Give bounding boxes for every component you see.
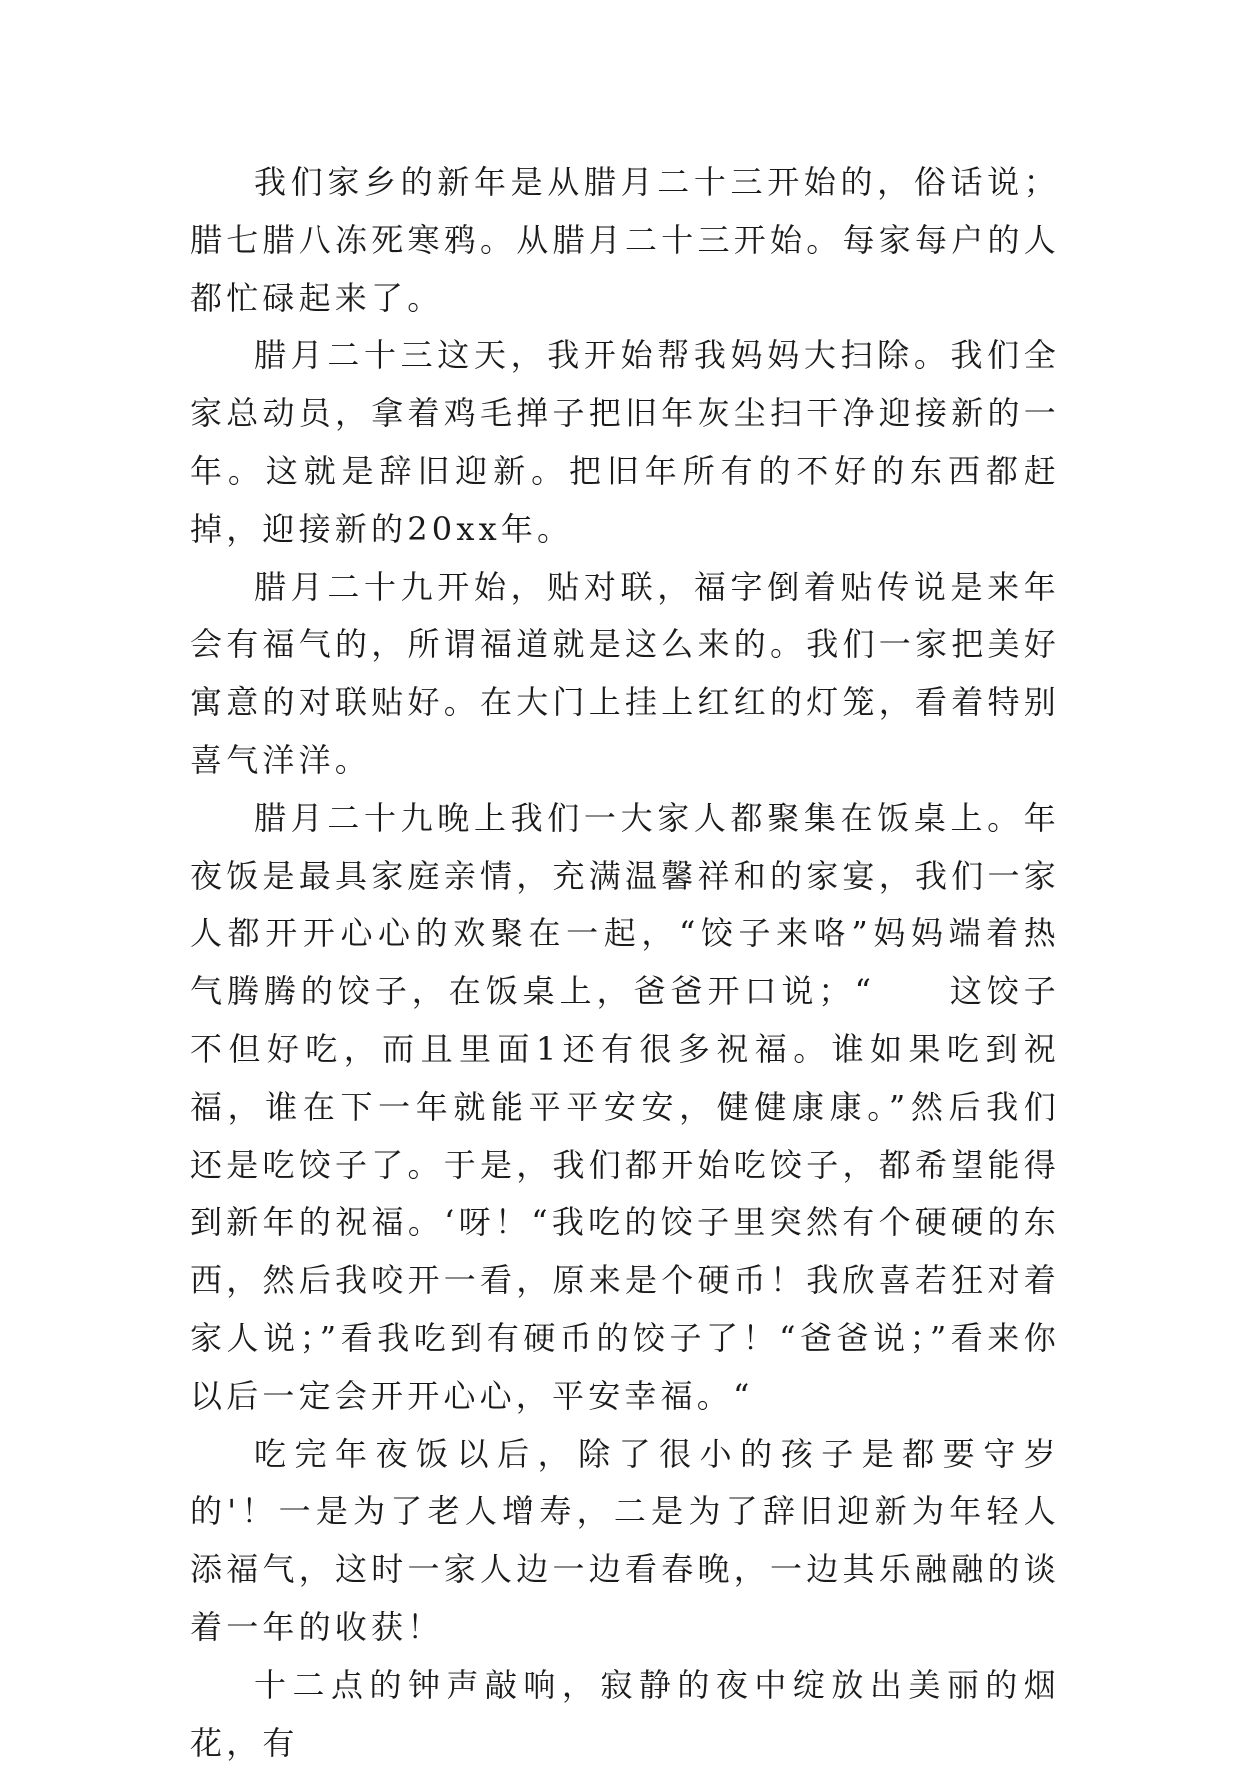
paragraph-5: 吃完年夜饭以后，除了很小的孩子是都要守岁的'！一是为了老人增寿，二是为了辞旧迎新为年轻人添福气，这时一家人边一边看春晚，一边其乐融融的谈着一年的收获！ bbox=[190, 1434, 1060, 1646]
paragraph-3: 腊月二十九开始，贴对联，福字倒着贴传说是来年会有福气的，所谓福道就是这么来的。我们一家把美好寓意的对联贴好。在大门上挂上红红的灯笼，看着特别喜气洋洋。 bbox=[190, 567, 1060, 779]
paragraph-4: 腊月二十九晚上我们一大家人都聚集在饭桌上。年夜饭是最具家庭亲情，充满温馨祥和的家宴，我们一家人都开开心心的欢聚在一起，“饺子来咯”妈妈端着热气腾腾的饺子，在饭桌上，爸爸开口说；“ 这饺子不但好吃，而且里面1还有很多祝福。谁如果吃到祝福，谁在下一年就能平平安安，健健康康。”然后我们还是吃饺子了。于是，我们都开始吃饺子，都希望能得到新年的祝福。‘呀！“我吃的饺子里突然有个硬硬的东西，然后我咬开一看，原来是个硬币！我欣喜若狂对着家人说；”看我吃到有硬币的饺子了！“爸爸说；”看来你以后一定会开开心心，平安幸福。“ bbox=[190, 798, 1060, 1415]
article-body bbox=[190, 154, 1060, 1772]
paragraph-2: 腊月二十三这天，我开始帮我妈妈大扫除。我们全家总动员，拿着鸡毛掸子把旧年灰尘扫干净迎接新的一年。这就是辞旧迎新。把旧年所有的不好的东西都赶掉，迎接新的20xx年。 bbox=[190, 336, 1060, 548]
paragraph-1: 我们家乡的新年是从腊月二十三开始的，俗话说；腊七腊八冻死寒鸦。从腊月二十三开始。每家每户的人都忙碌起来了。 bbox=[190, 163, 1060, 317]
paragraph-6: 十二点的钟声敲响，寂静的夜中绽放出美丽的烟花，有 bbox=[190, 1665, 1060, 1762]
